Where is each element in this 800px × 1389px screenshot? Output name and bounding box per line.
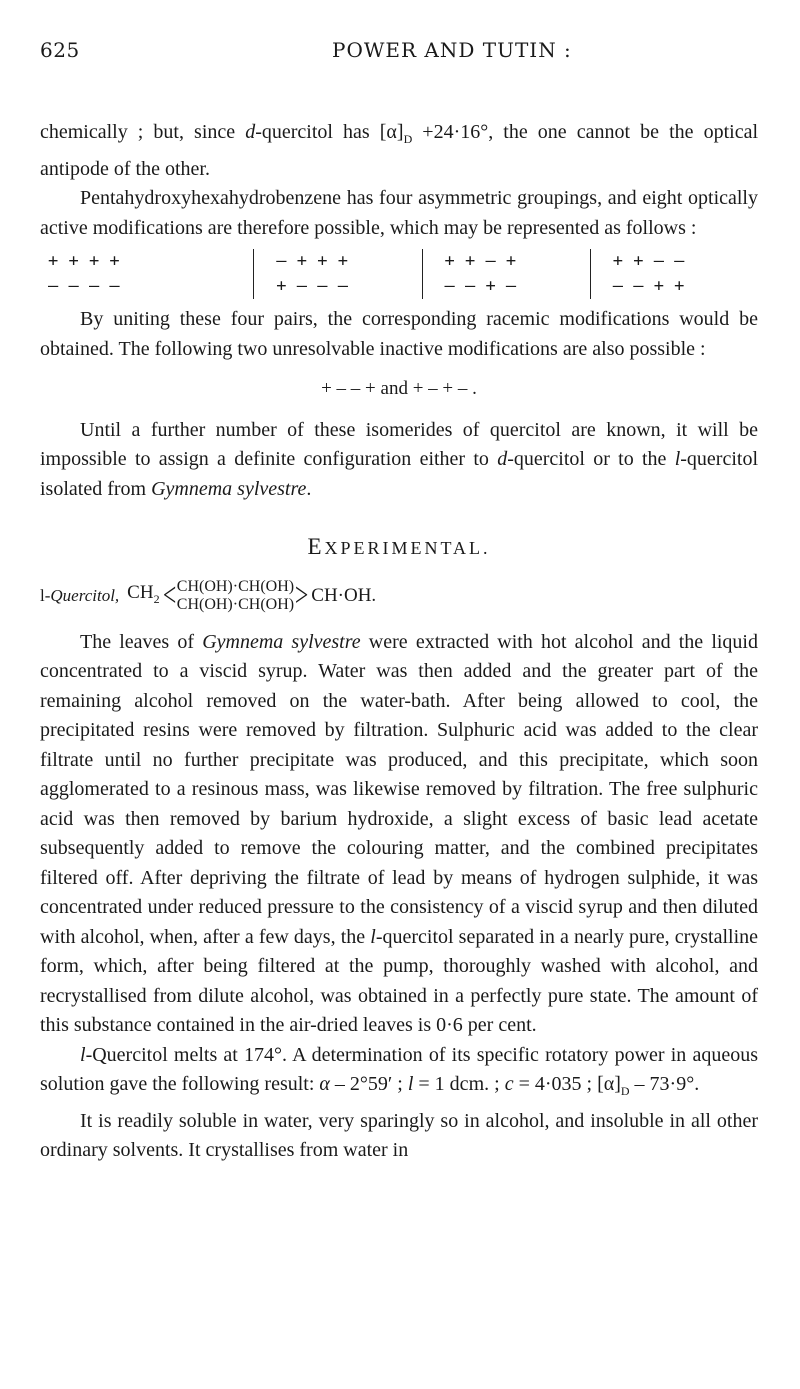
- paragraph-racemic: By uniting these four pairs, the corresponding racemic modifications would be obtained. The following two unresolvable inactive modifications are also possible :: [40, 308, 758, 360]
- paragraph-asymmetric: Pentahydroxyhexahydrobenzene has four asymmetric groupings, and eight optically active modifications are therefore possible, which may be represented as follows :: [40, 187, 758, 239]
- configuration-pair: + + + + – – – –: [48, 251, 120, 296]
- paragraph-extraction: The leaves of Gymnema sylvestre were extracted with hot alcohol and the liquid concentrated to a viscid syrup. Water was then added and the greater part of the remaining alcohol removed on the water-bath. After being allowed to cool, the precipitated resins were removed by filtration. Sulphuric acid was added to the clear filtrate until no further precipitate was produced, and this precipitate, which soon agglomerated to a resinous mass, was likewise removed by filtration. The free sulphuric acid was then removed by barium hydroxide, a slight excess of basic lead acetate subsequently added to remove the colouring matter, and the combined precipitates filtered off. After depriving the filtrate of lead by means of hydrogen sulphide, it was concentrated under reduced pressure to the consistency of a viscid syrup and then diluted with alcohol, when, after a few days, the l-quercitol separated in a nearly pure, crystalline form, which, after being filtered at the pump, thoroughly washed with alcohol, and recrystallised from dilute alcohol, was obtained in a perfectly pure state. The amount of this substance contained in the air-dried leaves is 0·6 per cent.: [40, 630, 758, 1037]
- section-heading: EXPERIMENTAL.: [307, 534, 491, 559]
- page-number: 625: [40, 38, 80, 62]
- paragraph-isomerides: Until a further number of these isomerides of quercitol are known, it will be impossible to assign a definite configuration either to d-quercitol or to the l-quercitol isolated from Gymnema sylvestre.: [40, 418, 758, 500]
- configuration-table: [44, 249, 758, 299]
- configuration-pair: + + – + – – + –: [422, 249, 590, 299]
- running-title: POWER AND TUTIN :: [332, 38, 572, 62]
- configuration-pair: + + – – – – + +: [590, 249, 758, 299]
- inactive-modifications: + – – + and + – + – .: [321, 378, 477, 399]
- paragraph-melting-point: l-Quercitol melts at 174°. A determination of its specific rotatory power in aqueous solution gave the following result: α – 2°59′ ; l = 1 dcm. ; c = 4·035 ; $[\alpha]_D - 73\cdot 9^\circ$.: [40, 1043, 758, 1099]
- paragraph-continuation: chemically ; but, since d-quercitol has $[\alpha]_D +24\cdot 16^\circ$, the one cannot be the optical antipode of the other.: [40, 121, 758, 180]
- body-text: [40, 118, 758, 1166]
- configuration-pair: – + + + + – – –: [253, 249, 421, 299]
- paragraph-solubility: It is readily soluble in water, very sparingly so in alcohol, and insoluble in all other ordinary solvents. It crystallises from water in: [40, 1109, 758, 1162]
- structural-formula: l-Quercitol, $CH_2$ < CH(OH)·CH(OH) CH(OH)·CH(OH) > CH·OH.: [40, 576, 377, 614]
